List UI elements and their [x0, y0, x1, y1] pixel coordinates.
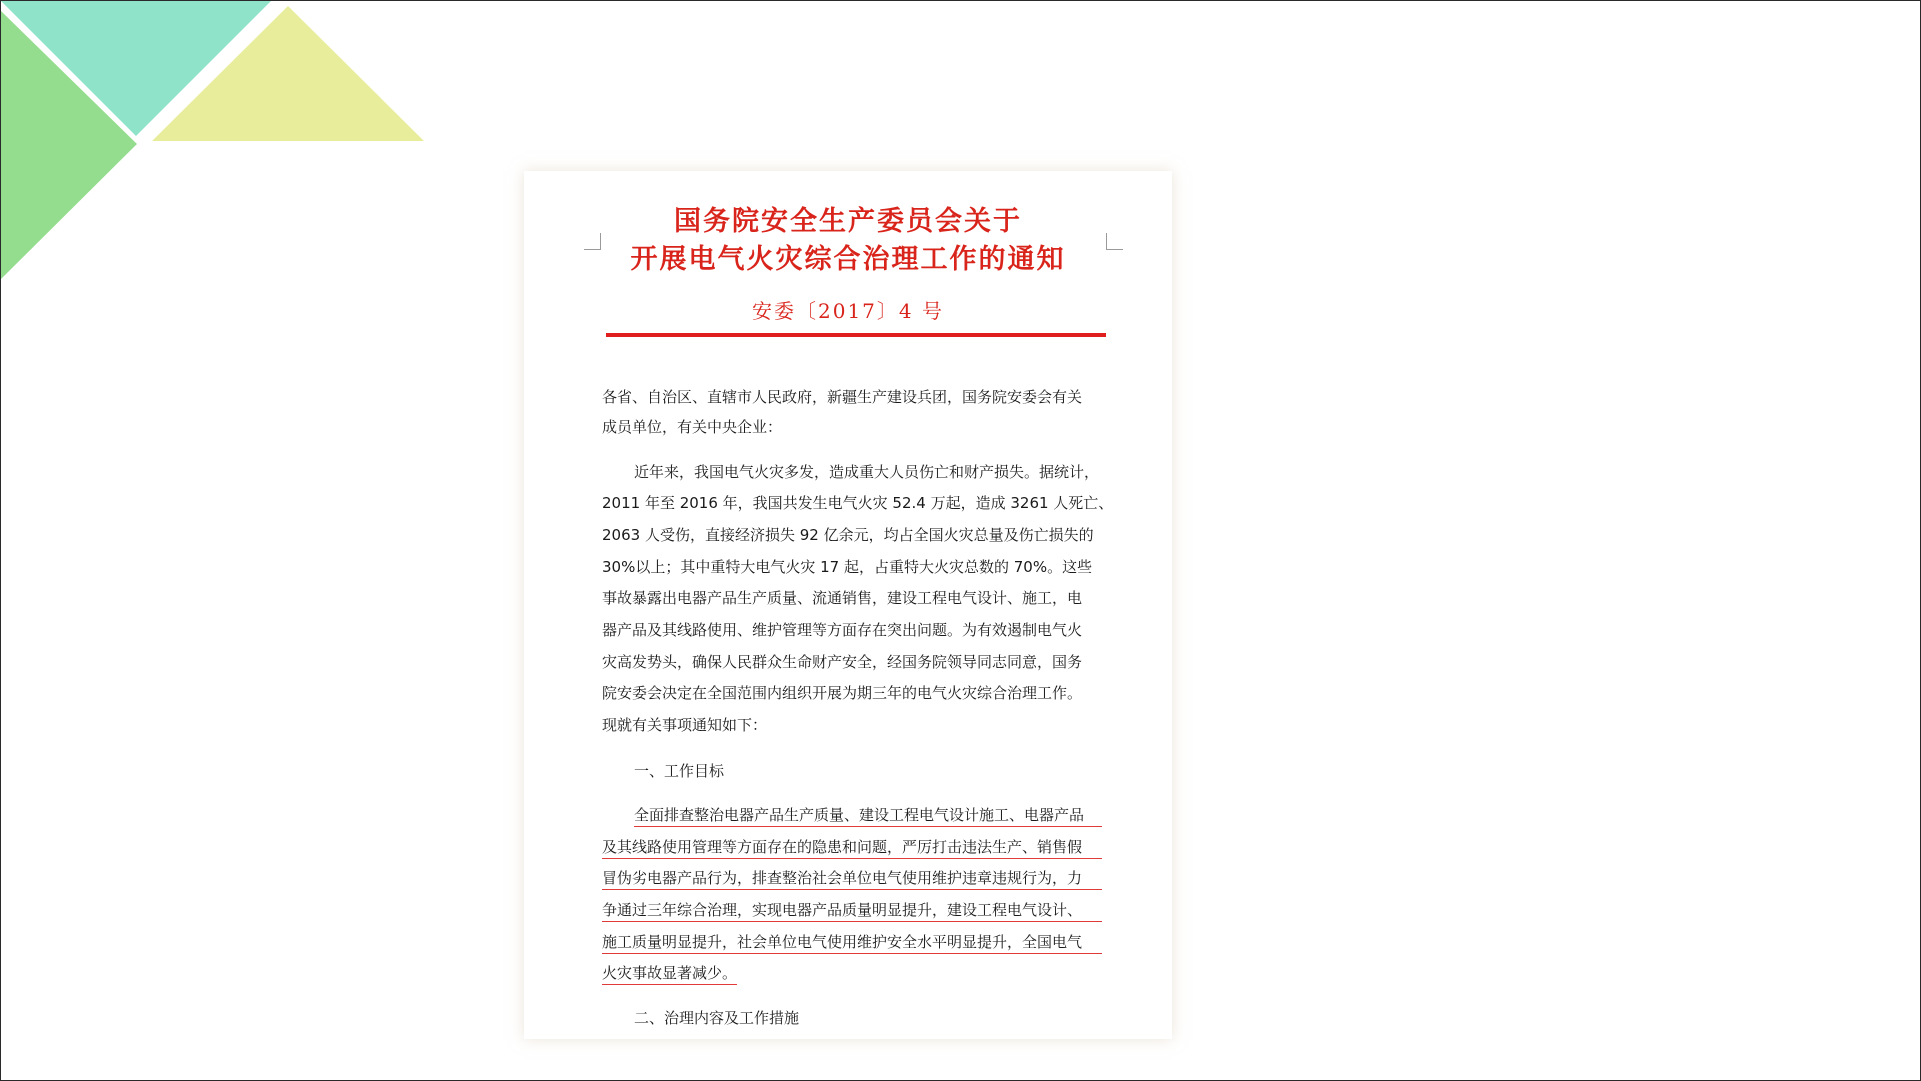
document-title-line2: 开展电气火灾综合治理工作的通知 — [630, 244, 1066, 275]
underlined-line: 全面排查整治电器产品生产质量、建设工程电气设计施工、电器产品 — [634, 805, 1102, 827]
document-title-line1: 国务院安全生产委员会关于 — [674, 206, 1022, 237]
section-heading-measures: 二、治理内容及工作措施 — [634, 1009, 800, 1027]
document-number: 安委〔2017〕4 号 — [752, 299, 944, 323]
underlined-line: 火灾事故显著减少。 — [602, 963, 737, 985]
body-line: 30%以上；其中重特大电气火灾 17 起，占重特大火灾总数的 70%。这些 — [602, 558, 1093, 576]
body-line: 成员单位，有关中央企业： — [602, 418, 783, 436]
body-line: 2063 人受伤，直接经济损失 92 亿余元，均占全国火灾总量及伤亡损失的 — [602, 526, 1094, 544]
underlined-line: 及其线路使用管理等方面存在的隐患和问题，严厉打击违法生产、销售假 — [602, 837, 1102, 859]
body-line: 各省、自治区、直辖市人民政府，新疆生产建设兵团，国务院安委会有关 — [602, 388, 1083, 406]
body-line: 灾高发势头，确保人民群众生命财产安全，经国务院领导同志同意，国务 — [602, 653, 1083, 671]
underlined-line: 争通过三年综合治理，实现电器产品质量明显提升，建设工程电气设计、 — [602, 900, 1102, 922]
underlined-line: 冒伪劣电器产品行为，排查整治社会单位电气使用维护违章违规行为，力 — [602, 868, 1102, 890]
body-line: 近年来，我国电气火灾多发，造成重大人员伤亡和财产损失。据统计， — [634, 463, 1100, 481]
document-page — [524, 171, 1172, 1039]
body-line: 院安委会决定在全国范围内组织开展为期三年的电气火灾综合治理工作。 — [602, 684, 1083, 702]
body-line: 事故暴露出电器产品生产质量、流通销售，建设工程电气设计、施工，电 — [602, 589, 1083, 607]
underlined-line: 施工质量明显提升，社会单位电气使用维护安全水平明显提升，全国电气 — [602, 932, 1102, 954]
red-divider — [606, 333, 1106, 337]
section-heading-goals: 一、工作目标 — [634, 762, 725, 780]
body-line: 现就有关事项通知如下： — [602, 716, 768, 734]
body-line: 2011 年至 2016 年，我国共发生电气火灾 52.4 万起，造成 3261 人死亡、 — [602, 494, 1114, 512]
decorative-triangles — [1, 1, 441, 291]
body-line: 器产品及其线路使用、维护管理等方面存在突出问题。为有效遏制电气火 — [602, 621, 1083, 639]
